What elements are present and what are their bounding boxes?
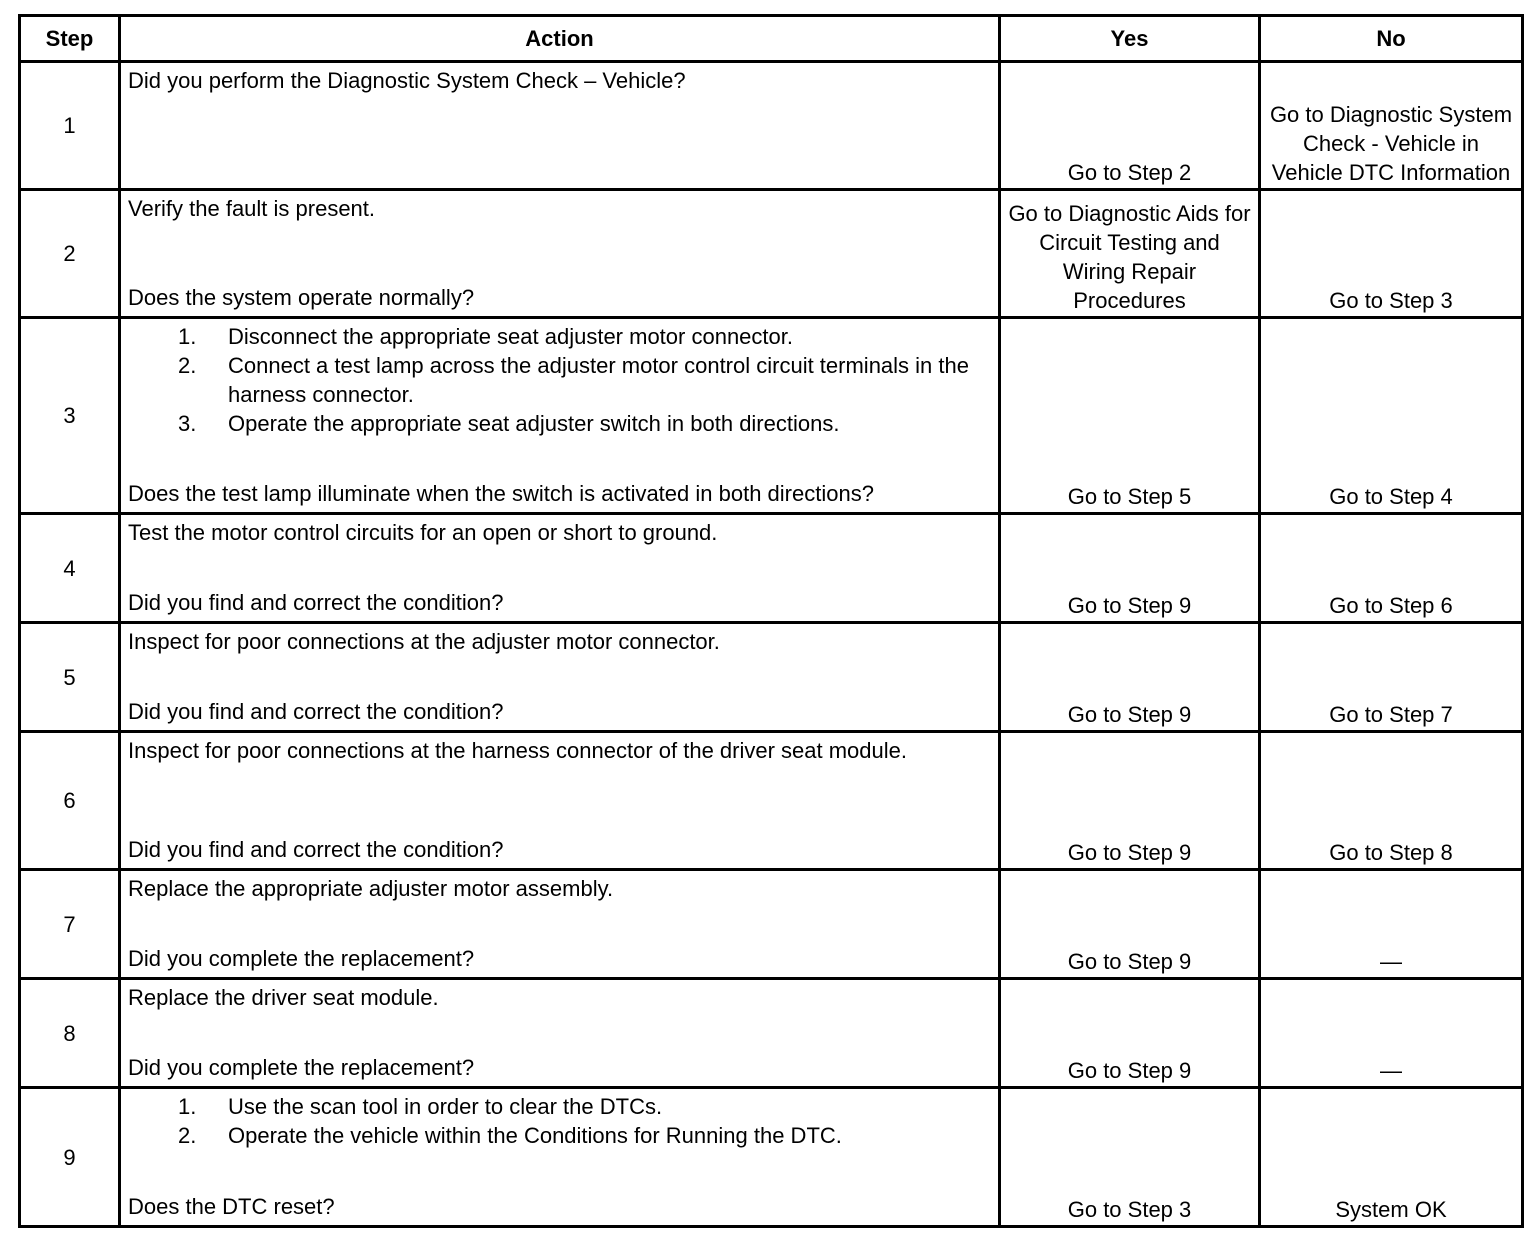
no-result (1260, 62, 1523, 190)
table-row (20, 62, 1523, 190)
list-item-number: 1. (178, 1094, 197, 1119)
table-row (20, 979, 1523, 1088)
no-result-text: — (1380, 1058, 1402, 1083)
action-cell (120, 318, 1000, 514)
yes-result (1000, 979, 1260, 1088)
yes-result (1000, 870, 1260, 979)
action-cell (120, 514, 1000, 623)
table-row (20, 870, 1523, 979)
action-cell (120, 1088, 1000, 1227)
no-result-text: Go to Step 8 (1329, 840, 1453, 865)
table-row (20, 190, 1523, 318)
header-row (20, 16, 1523, 62)
no-result-text: — (1380, 949, 1402, 974)
diagnostic-table (18, 14, 1524, 1228)
list-item-text: Operate the vehicle within the Conditions for Running the DTC. (228, 1123, 842, 1148)
action-cell (120, 190, 1000, 318)
no-result (1260, 979, 1523, 1088)
action-text: Test the motor control circuits for an open or short to ground. (128, 520, 718, 545)
no-result (1260, 623, 1523, 732)
list-item (128, 322, 990, 351)
no-result (1260, 318, 1523, 514)
action-cell (120, 623, 1000, 732)
no-result (1260, 870, 1523, 979)
action-question: Does the system operate normally? (128, 285, 475, 310)
action-cell (120, 979, 1000, 1088)
list-item-text: Use the scan tool in order to clear the DTCs. (228, 1094, 663, 1119)
table-row (20, 514, 1523, 623)
list-item (128, 351, 990, 409)
list-item-text: Operate the appropriate seat adjuster switch in both directions. (228, 411, 840, 436)
action-cell (120, 62, 1000, 190)
step-number: 3 (20, 318, 120, 514)
no-result-text: Go to Step 3 (1329, 288, 1453, 313)
yes-result (1000, 62, 1260, 190)
procedure-list (128, 322, 990, 438)
yes-result-text: Go to Step 9 (1067, 593, 1192, 618)
header-action: Action (120, 16, 1000, 62)
yes-result-text: Go to Step 9 (1067, 702, 1192, 727)
step-number: 2 (20, 190, 120, 318)
step-number: 1 (20, 62, 120, 190)
step-number: 5 (20, 623, 120, 732)
no-result-text: Go to Step 6 (1329, 593, 1453, 618)
yes-result-text: Go to Step 9 (1067, 1058, 1192, 1083)
list-item-text: Disconnect the appropriate seat adjuster motor connector. (228, 324, 793, 349)
action-cell (120, 732, 1000, 870)
no-result (1260, 732, 1523, 870)
list-item-text: Connect a test lamp across the adjuster motor control circuit terminals in the harness connector. (228, 353, 969, 407)
yes-result (1000, 623, 1260, 732)
action-question: Did you find and correct the condition? (128, 699, 504, 724)
list-item (128, 409, 990, 438)
yes-result-text: Go to Step 5 (1067, 484, 1192, 509)
action-text: Did you perform the Diagnostic System Check – Vehicle? (128, 68, 686, 93)
action-question: Does the DTC reset? (128, 1194, 335, 1219)
header-step: Step (20, 16, 120, 62)
yes-result-text: Go to Step 9 (1067, 949, 1192, 974)
step-number: 4 (20, 514, 120, 623)
header-yes: Yes (1000, 16, 1260, 62)
yes-result (1000, 1088, 1260, 1227)
list-item (128, 1121, 990, 1150)
table-row (20, 1088, 1523, 1227)
yes-result-text: Go to Diagnostic Aids for Circuit Testing and Wiring Repair Procedures (1008, 201, 1251, 313)
step-number: 7 (20, 870, 120, 979)
yes-result-text: Go to Step 3 (1067, 1197, 1192, 1222)
no-result (1260, 190, 1523, 318)
action-question: Did you find and correct the condition? (128, 837, 504, 862)
step-number: 8 (20, 979, 120, 1088)
yes-result (1000, 318, 1260, 514)
yes-result-text: Go to Step 9 (1067, 840, 1192, 865)
yes-result (1000, 732, 1260, 870)
action-question: Did you complete the replacement? (128, 1055, 475, 1080)
table-row (20, 623, 1523, 732)
list-item (128, 1092, 990, 1121)
action-text: Replace the appropriate adjuster motor assembly. (128, 876, 614, 901)
list-item-number: 2. (178, 1123, 197, 1148)
list-item-number: 1. (178, 324, 197, 349)
yes-result (1000, 190, 1260, 318)
action-text: Inspect for poor connections at the adjuster motor connector. (128, 629, 720, 654)
no-result (1260, 514, 1523, 623)
table-row (20, 732, 1523, 870)
table-row (20, 318, 1523, 514)
list-item-number: 2. (178, 353, 197, 378)
yes-result-text: Go to Step 2 (1067, 160, 1192, 185)
no-result-text: System OK (1335, 1197, 1447, 1222)
header-no: No (1260, 16, 1523, 62)
action-question: Did you find and correct the condition? (128, 590, 504, 615)
procedure-list (128, 1092, 990, 1150)
yes-result (1000, 514, 1260, 623)
step-number: 6 (20, 732, 120, 870)
no-result-text: Go to Step 4 (1329, 484, 1453, 509)
step-number: 9 (20, 1088, 120, 1227)
no-result-text: Go to Diagnostic System Check - Vehicle in Vehicle DTC Information (1269, 102, 1513, 185)
no-result-text: Go to Step 7 (1329, 702, 1453, 727)
action-question: Did you complete the replacement? (128, 946, 475, 971)
list-item-number: 3. (178, 411, 197, 436)
table-body (20, 62, 1523, 1227)
action-text: Inspect for poor connections at the harness connector of the driver seat module. (128, 738, 908, 763)
action-text: Verify the fault is present. (128, 196, 376, 221)
action-question: Does the test lamp illuminate when the switch is activated in both directions? (128, 481, 874, 506)
no-result (1260, 1088, 1523, 1227)
action-text: Replace the driver seat module. (128, 985, 439, 1010)
action-cell (120, 870, 1000, 979)
